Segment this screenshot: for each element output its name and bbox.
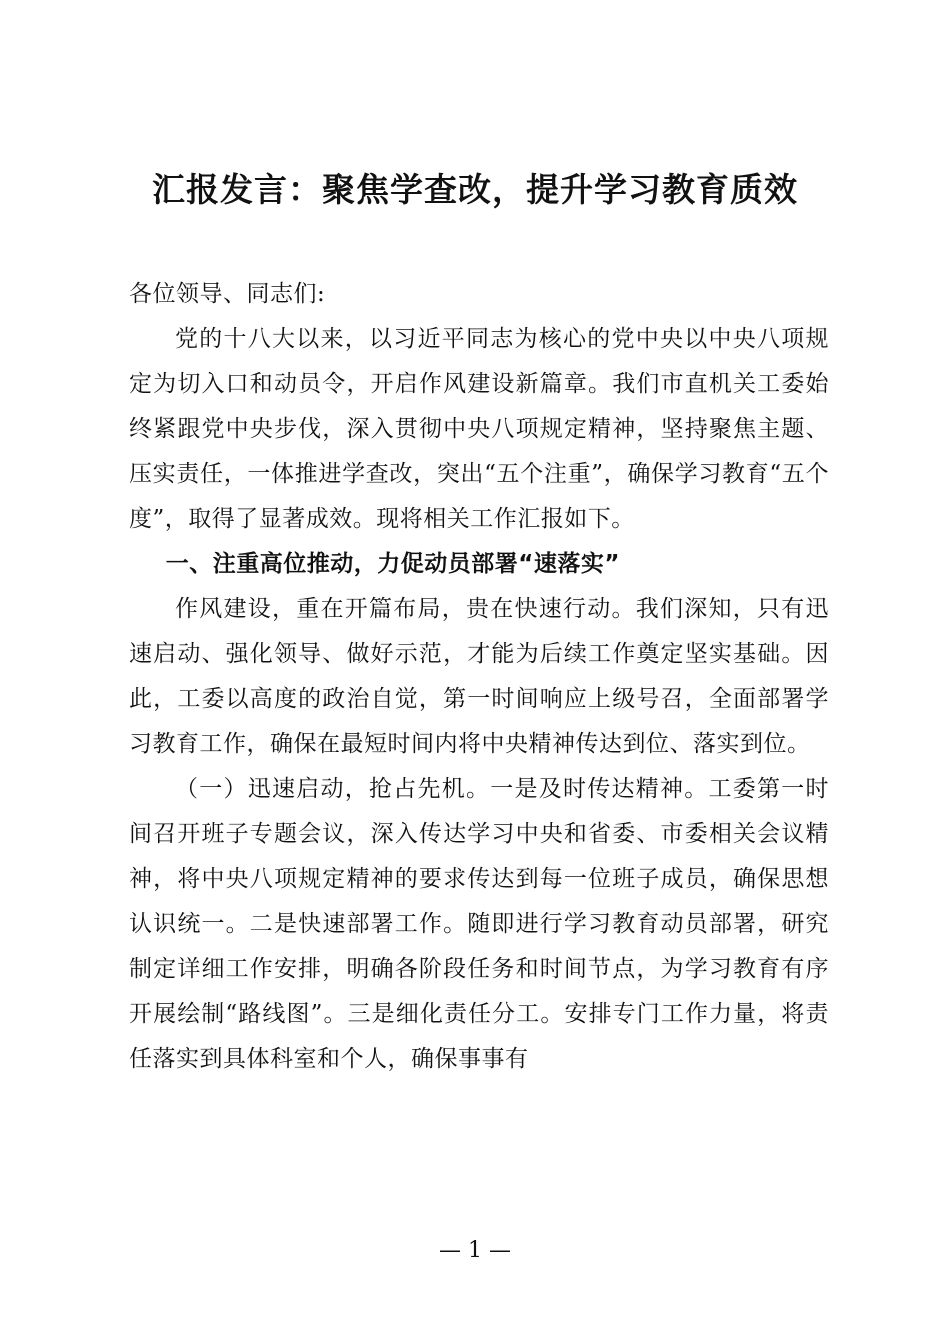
section-heading-1: 一、注重高位推动，力促动员部署“速落实” [165, 551, 621, 577]
salutation: 各位领导、同志们: [129, 281, 326, 307]
page-number: — 1 — [439, 1238, 511, 1263]
section-1-paragraph: 作风建设，重在开篇布局，贵在快速行动。我们深知，只有迅速启动、强化领导、做好示范，才能为后续工作奠定坚实基础。因此，工委以高度的政治自觉，第一时间响应上级号召，全面部署学习教育工作，确保在最短时间内将中央精神传达到位、落实到位。 [129, 596, 829, 757]
subsection-1-paragraph: （一）迅速启动，抢占先机。一是及时传达精神。工委第一时间召开班子专题会议，深入传达学习中央和省委、市委相关会议精神，将中央八项规定精神的要求传达到每一位班子成员，确保思想认识统一。二是快速部署工作。随即进行学习教育动员部署，研究制定详细工作安排，明确各阶段任务和时间节点，为学习教育有序开展绘制“路线图”。三是细化责任分工。安排专门工作力量，将责任落实到具体科室和个人，确保事事有 [129, 776, 829, 1072]
document-title: 汇报发言：聚焦学查改，提升学习教育质效 [152, 170, 798, 209]
intro-paragraph: 党的十八大以来，以习近平同志为核心的党中央以中央八项规定为切入口和动员令，开启作风建设新篇章。我们市直机关工委始终紧跟党中央步伐，深入贯彻中央八项规定精神，坚持聚焦主题、压实责任，一体推进学查改，突出“五个注重”，确保学习教育“五个度”，取得了显著成效。现将相关工作汇报如下。 [129, 326, 829, 532]
document-body [129, 272, 829, 1082]
